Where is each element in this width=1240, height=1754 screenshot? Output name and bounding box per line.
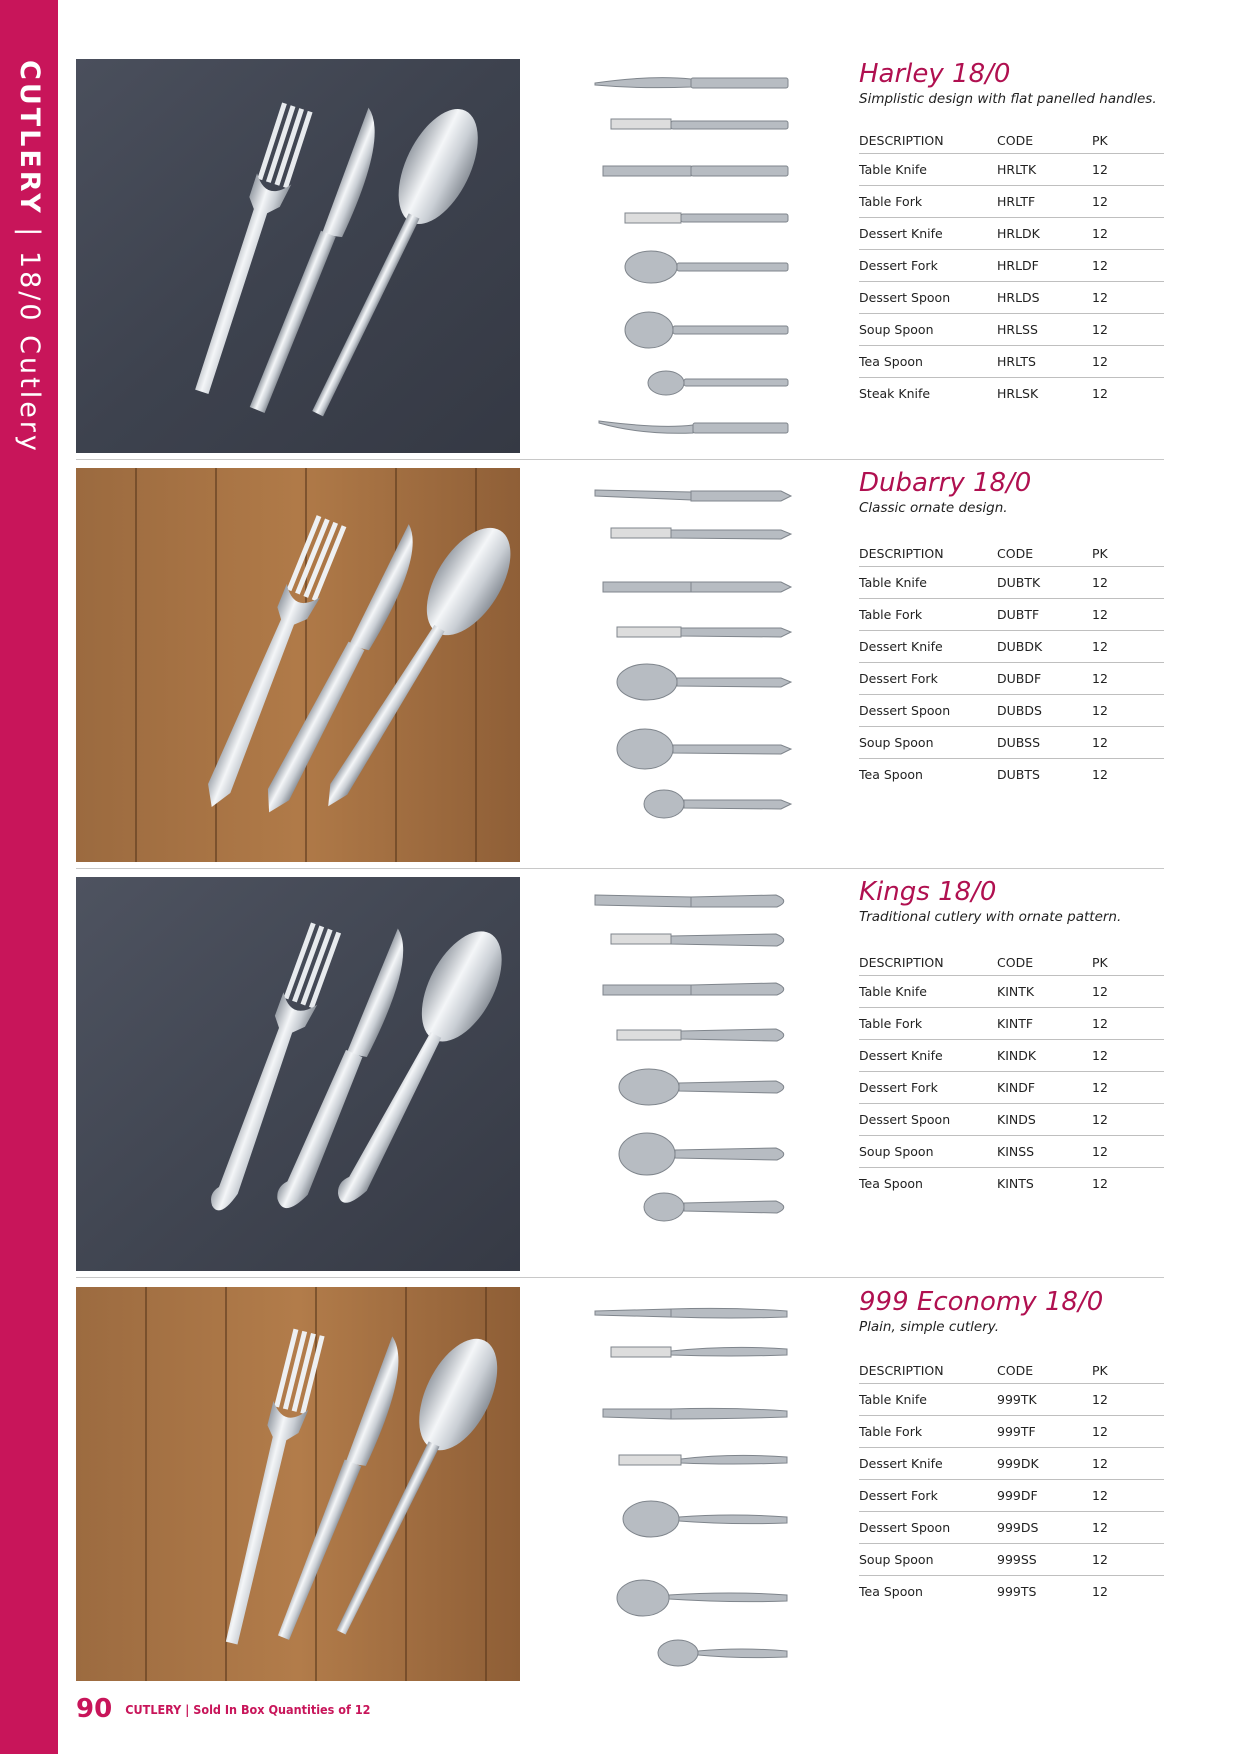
table-row — [859, 695, 1164, 727]
product-table — [859, 949, 1164, 1199]
section-divider — [76, 1277, 1164, 1278]
cell-code: KINDF — [997, 1072, 1092, 1104]
product-items — [581, 877, 831, 1271]
column-header-description: DESCRIPTION — [859, 540, 997, 567]
product-table — [859, 540, 1164, 790]
product-subtitle: Simplistic design with flat panelled handles. — [859, 91, 1157, 107]
table-row — [859, 727, 1164, 759]
table-row — [859, 1072, 1164, 1104]
cell-description: Table Fork — [859, 1416, 997, 1448]
column-header-pk: PK — [1092, 540, 1164, 567]
product-title: Harley 18/0 — [859, 59, 1011, 89]
table-row — [859, 154, 1164, 186]
product-photo — [76, 1287, 520, 1681]
cell-description: Table Fork — [859, 186, 997, 218]
cell-pk: 12 — [1092, 1008, 1164, 1040]
product-title: Dubarry 18/0 — [859, 468, 1032, 498]
cell-code: 999SS — [997, 1544, 1092, 1576]
cell-description: Table Fork — [859, 599, 997, 631]
product-info — [859, 59, 1164, 409]
product-table — [859, 1357, 1164, 1607]
product-info — [859, 877, 1164, 1199]
product-subtitle: Traditional cutlery with ornate pattern. — [859, 909, 1122, 925]
table-row — [859, 1512, 1164, 1544]
cell-code: DUBTS — [997, 767, 1040, 782]
column-header-code: CODE — [997, 1357, 1092, 1384]
cell-description: Tea Spoon — [859, 767, 923, 782]
cell-pk: 12 — [1092, 1544, 1164, 1576]
cell-pk: 12 — [1092, 767, 1108, 782]
cell-code: HRLSK — [997, 386, 1039, 401]
cell-code: HRLTS — [997, 346, 1092, 378]
cell-pk: 12 — [1092, 1040, 1164, 1072]
table-row — [859, 250, 1164, 282]
cell-code: DUBDF — [997, 663, 1092, 695]
product-info — [859, 1287, 1164, 1607]
cell-description: Soup Spoon — [859, 1544, 997, 1576]
table-row — [859, 378, 1164, 410]
cell-code: KINDS — [997, 1104, 1092, 1136]
cell-description: Dessert Knife — [859, 1448, 997, 1480]
cell-code: DUBTK — [997, 567, 1092, 599]
cell-pk: 12 — [1092, 1480, 1164, 1512]
product-items — [581, 59, 831, 453]
table-row — [859, 1040, 1164, 1072]
cell-description: Dessert Knife — [859, 1040, 997, 1072]
cell-description: Table Knife — [859, 567, 997, 599]
cell-code: DUBDK — [997, 631, 1092, 663]
cell-code: 999DK — [997, 1448, 1092, 1480]
cell-pk: 12 — [1092, 663, 1164, 695]
cell-pk: 12 — [1092, 1176, 1108, 1191]
cell-code: KINTS — [997, 1176, 1034, 1191]
cell-pk: 12 — [1092, 1584, 1108, 1599]
cell-description: Table Knife — [859, 1384, 997, 1416]
cell-description: Dessert Knife — [859, 631, 997, 663]
table-row — [859, 1576, 1164, 1608]
cell-code: KINDK — [997, 1040, 1092, 1072]
cell-description: Table Fork — [859, 1008, 997, 1040]
cell-code: HRLDS — [997, 282, 1092, 314]
cell-pk: 12 — [1092, 154, 1164, 186]
cell-pk: 12 — [1092, 314, 1164, 346]
sidebar — [0, 0, 58, 1754]
section-divider — [76, 459, 1164, 460]
product-subtitle: Plain, simple cutlery. — [859, 1319, 1000, 1335]
cell-pk: 12 — [1092, 250, 1164, 282]
cell-description: Dessert Fork — [859, 1480, 997, 1512]
product-photo — [76, 877, 520, 1271]
product-items — [581, 468, 831, 862]
cell-pk: 12 — [1092, 386, 1108, 401]
cell-code: HRLDF — [997, 250, 1092, 282]
cell-pk: 12 — [1092, 727, 1164, 759]
cell-pk: 12 — [1092, 346, 1164, 378]
cell-code: 999TF — [997, 1416, 1092, 1448]
table-row — [859, 1544, 1164, 1576]
table-row — [859, 346, 1164, 378]
cell-pk: 12 — [1092, 1512, 1164, 1544]
section-divider — [76, 868, 1164, 869]
cell-code: KINTK — [997, 976, 1092, 1008]
column-header-code: CODE — [997, 949, 1092, 976]
sidebar-label — [9, 60, 49, 454]
cell-pk: 12 — [1092, 186, 1164, 218]
table-row — [859, 759, 1164, 791]
cell-pk: 12 — [1092, 599, 1164, 631]
column-header-pk: PK — [1092, 949, 1164, 976]
cell-description: Dessert Fork — [859, 250, 997, 282]
cell-code: KINSS — [997, 1136, 1092, 1168]
cell-pk: 12 — [1092, 218, 1164, 250]
cell-pk: 12 — [1092, 1072, 1164, 1104]
cell-description: Tea Spoon — [859, 1584, 923, 1599]
cell-description: Tea Spoon — [859, 1176, 923, 1191]
column-header-description: DESCRIPTION — [859, 949, 997, 976]
cell-description: Dessert Fork — [859, 1072, 997, 1104]
footer-text: CUTLERY | Sold In Box Quantities of 12 — [125, 1701, 371, 1717]
cell-description: Dessert Fork — [859, 663, 997, 695]
cell-code: KINTF — [997, 1008, 1092, 1040]
cell-code: 999TK — [997, 1384, 1092, 1416]
column-header-code: CODE — [997, 127, 1092, 154]
product-table — [859, 127, 1164, 409]
cell-pk: 12 — [1092, 1416, 1164, 1448]
column-header-description: DESCRIPTION — [859, 1357, 997, 1384]
cell-description: Dessert Spoon — [859, 1512, 997, 1544]
cell-pk: 12 — [1092, 631, 1164, 663]
cell-code: HRLSS — [997, 314, 1092, 346]
cell-description: Dessert Spoon — [859, 695, 997, 727]
cell-description: Table Knife — [859, 976, 997, 1008]
table-row — [859, 631, 1164, 663]
product-items — [581, 1287, 831, 1681]
cell-code: 999DF — [997, 1480, 1092, 1512]
cell-description: Dessert Spoon — [859, 282, 997, 314]
table-row — [859, 1448, 1164, 1480]
sidebar-label-rest: | 18/0 Cutlery — [14, 215, 45, 454]
table-row — [859, 599, 1164, 631]
page-number: 90 — [76, 1694, 113, 1724]
cell-code: HRLDK — [997, 218, 1092, 250]
table-row — [859, 1384, 1164, 1416]
cell-code: HRLTF — [997, 186, 1092, 218]
table-row — [859, 1104, 1164, 1136]
cell-description: Soup Spoon — [859, 727, 997, 759]
product-photo — [76, 59, 520, 453]
cell-code: DUBSS — [997, 727, 1092, 759]
cell-code: 999TS — [997, 1584, 1037, 1599]
cell-description: Dessert Spoon — [859, 1104, 997, 1136]
cell-pk: 12 — [1092, 1104, 1164, 1136]
table-row — [859, 186, 1164, 218]
product-title: Kings 18/0 — [859, 877, 997, 907]
table-row — [859, 663, 1164, 695]
cell-description: Soup Spoon — [859, 314, 997, 346]
table-row — [859, 314, 1164, 346]
product-subtitle: Classic ornate design. — [859, 500, 1008, 516]
cell-description: Tea Spoon — [859, 346, 997, 378]
cell-pk: 12 — [1092, 1384, 1164, 1416]
product-title: 999 Economy 18/0 — [859, 1287, 1104, 1317]
cell-code: DUBTF — [997, 599, 1092, 631]
table-row — [859, 1008, 1164, 1040]
column-header-pk: PK — [1092, 1357, 1164, 1384]
table-row — [859, 976, 1164, 1008]
cell-pk: 12 — [1092, 567, 1164, 599]
table-row — [859, 1168, 1164, 1200]
cell-pk: 12 — [1092, 282, 1164, 314]
page-footer — [76, 1694, 370, 1724]
cell-pk: 12 — [1092, 695, 1164, 727]
cell-code: HRLTK — [997, 154, 1092, 186]
cell-description: Steak Knife — [859, 386, 931, 401]
cell-code: 999DS — [997, 1512, 1092, 1544]
product-info — [859, 468, 1164, 790]
table-row — [859, 1136, 1164, 1168]
table-row — [859, 1480, 1164, 1512]
table-row — [859, 1416, 1164, 1448]
table-row — [859, 282, 1164, 314]
cell-description: Dessert Knife — [859, 218, 997, 250]
cell-description: Table Knife — [859, 154, 997, 186]
product-photo — [76, 468, 520, 862]
cell-description: Soup Spoon — [859, 1136, 997, 1168]
column-header-pk: PK — [1092, 127, 1164, 154]
table-row — [859, 218, 1164, 250]
column-header-code: CODE — [997, 540, 1092, 567]
cell-pk: 12 — [1092, 1136, 1164, 1168]
table-row — [859, 567, 1164, 599]
cell-pk: 12 — [1092, 976, 1164, 1008]
sidebar-label-bold: CUTLERY — [14, 60, 45, 216]
cell-code: DUBDS — [997, 695, 1092, 727]
column-header-description: DESCRIPTION — [859, 127, 997, 154]
cell-pk: 12 — [1092, 1448, 1164, 1480]
